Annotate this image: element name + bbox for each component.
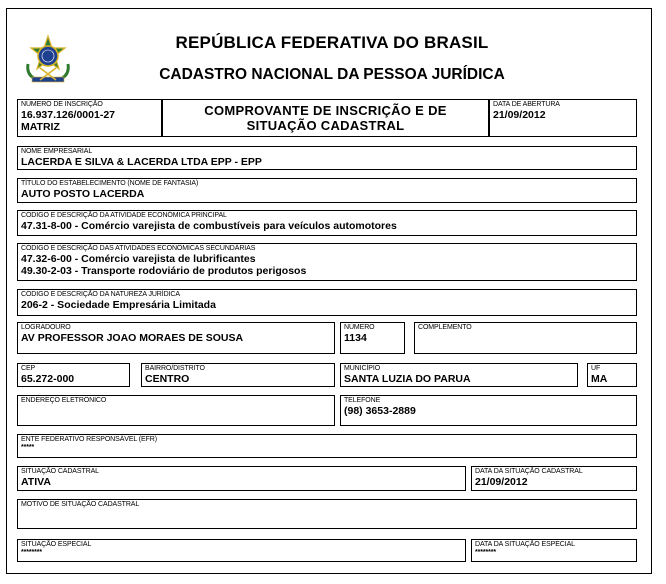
motivo-label: MOTIVO DE SITUAÇÃO CADASTRAL xyxy=(21,501,140,508)
atividades-secundarias-label: CÓDIGO E DESCRIÇÃO DAS ATIVIDADES ECONÔMICAS SECUNDÁRIAS xyxy=(21,245,256,252)
atividades-secundarias-box xyxy=(17,243,637,281)
email-box xyxy=(17,395,335,426)
inscricao-box xyxy=(17,99,162,137)
comprovante-line1: COMPROVANTE DE INSCRIÇÃO E DE xyxy=(204,103,447,118)
data-situacao-label: DATA DA SITUAÇÃO CADASTRAL xyxy=(475,468,583,475)
efr-label: ENTE FEDERATIVO RESPONSÁVEL (EFR) xyxy=(21,436,157,443)
fantasia-label: TÍTULO DO ESTABELECIMENTO (NOME DE FANTASIA) xyxy=(21,180,199,187)
natureza-juridica-label: CÓDIGO E DESCRIÇÃO DA NATUREZA JURÍDICA xyxy=(21,291,180,298)
municipio-box xyxy=(340,363,578,387)
nome-empresarial-box xyxy=(17,146,637,170)
efr-value: ***** xyxy=(21,444,35,451)
telefone-box xyxy=(340,395,637,426)
cep-label: CEP xyxy=(21,365,36,372)
uf-label: UF xyxy=(591,365,601,372)
data-situacao-value: 21/09/2012 xyxy=(475,476,528,488)
logradouro-value: AV PROFESSOR JOAO MORAES DE SOUSA xyxy=(21,332,244,344)
comprovante-line2: SITUAÇÃO CADASTRAL xyxy=(246,118,405,133)
complemento-box xyxy=(414,322,637,354)
nome-empresarial-value: LACERDA E SILVA & LACERDA LTDA EPP - EPP xyxy=(21,156,262,168)
uf-box xyxy=(587,363,637,387)
telefone-label: TELEFONE xyxy=(344,397,381,404)
data-situacao-especial-label: DATA DA SITUAÇÃO ESPECIAL xyxy=(475,541,575,548)
bairro-label: BAIRRO/DISTRITO xyxy=(145,365,205,372)
atividade-secundaria-item: 49.30-2-03 - Transporte rodoviário de produtos perigosos xyxy=(21,265,307,277)
municipio-value: SANTA LUZIA DO PARUA xyxy=(344,373,471,385)
email-label: ENDEREÇO ELETRÔNICO xyxy=(21,397,107,404)
inscricao-numero: 16.937.126/0001-27 xyxy=(21,109,116,121)
cep-value: 65.272-000 xyxy=(21,373,75,385)
nome-empresarial-label: NOME EMPRESARIAL xyxy=(21,148,93,155)
bairro-box xyxy=(141,363,335,387)
numero-value: 1134 xyxy=(344,332,367,344)
motivo-box xyxy=(17,499,637,529)
cep-box xyxy=(17,363,130,387)
situacao-especial-value: ******** xyxy=(21,549,42,556)
atividade-secundaria-item: 47.32-6-00 - Comércio varejista de lubrificantes xyxy=(21,253,256,265)
situacao-especial-label: SITUAÇÃO ESPECIAL xyxy=(21,541,92,548)
complemento-label: COMPLEMENTO xyxy=(418,324,472,331)
coat-of-arms-icon xyxy=(22,34,74,86)
logradouro-label: LOGRADOURO xyxy=(21,324,71,331)
cnpj-document xyxy=(6,8,652,574)
logradouro-box xyxy=(17,322,335,354)
atividade-principal-label: CÓDIGO E DESCRIÇÃO DA ATIVIDADE ECONÔMICA PRINCIPAL xyxy=(21,212,227,219)
telefone-value: (98) 3653-2889 xyxy=(344,405,416,417)
situacao-especial-box xyxy=(17,539,466,562)
natureza-juridica-value: 206-2 - Sociedade Empresária Limitada xyxy=(21,299,216,311)
natureza-juridica-box xyxy=(17,289,637,316)
situacao-box xyxy=(17,466,466,491)
data-situacao-especial-value: ******** xyxy=(475,549,496,556)
atividade-principal-value: 47.31-8-00 - Comércio varejista de combustíveis para veículos automotores xyxy=(21,220,397,232)
header-title: REPÚBLICA FEDERATIVA DO BRASIL xyxy=(175,33,489,52)
inscricao-label: NÚMERO DE INSCRIÇÃO xyxy=(21,101,103,108)
abertura-value: 21/09/2012 xyxy=(493,109,546,121)
numero-box xyxy=(340,322,405,354)
atividade-principal-box xyxy=(17,210,637,236)
fantasia-box xyxy=(17,178,637,203)
efr-box xyxy=(17,434,637,458)
inscricao-tipo: MATRIZ xyxy=(21,121,60,133)
comprovante-box xyxy=(162,99,489,137)
situacao-label: SITUAÇÃO CADASTRAL xyxy=(21,468,99,475)
uf-value: MA xyxy=(591,373,608,385)
abertura-label: DATA DE ABERTURA xyxy=(493,101,560,108)
abertura-box xyxy=(489,99,637,137)
bairro-value: CENTRO xyxy=(145,373,190,385)
data-situacao-box xyxy=(471,466,637,491)
situacao-value: ATIVA xyxy=(21,476,51,488)
municipio-label: MUNICÍPIO xyxy=(344,365,381,372)
data-situacao-especial-box xyxy=(471,539,637,562)
fantasia-value: AUTO POSTO LACERDA xyxy=(21,188,145,200)
numero-label: NÚMERO xyxy=(344,324,375,331)
header-subtitle: CADASTRO NACIONAL DA PESSOA JURÍDICA xyxy=(159,66,505,83)
